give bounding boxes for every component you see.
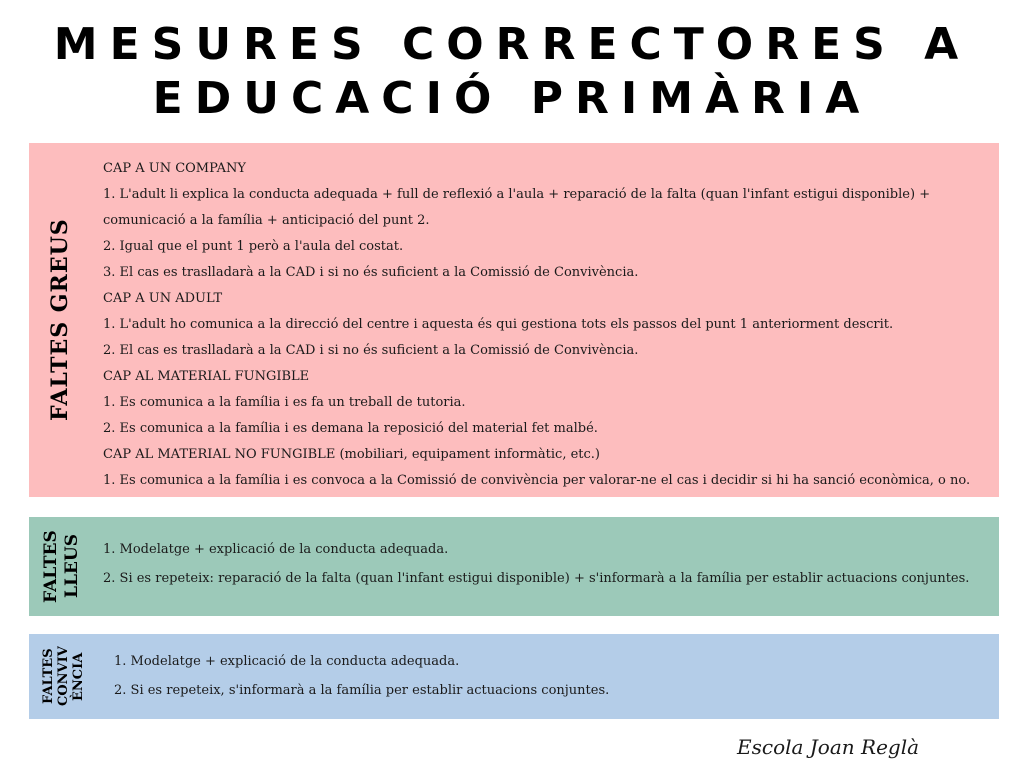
title-line-2: EDUCACIÓ PRIMÀRIA	[152, 73, 872, 124]
conv-label-line-1: FALTES	[41, 648, 56, 705]
conv-label-line-2: CONVIV	[56, 646, 71, 707]
faltes-greus-list	[103, 156, 970, 494]
page-title	[0, 18, 1024, 126]
faltes-lleus-label	[41, 517, 85, 616]
greus-line: 2. El cas es traslladarà a la CAD i si no és suficient a la Comissió de Convivència.	[103, 343, 639, 358]
faltes-lleus-list	[103, 535, 969, 593]
faltes-greus-panel	[29, 143, 999, 497]
lleus-line: 1. Modelatge + explicació de la conducta adequada.	[103, 542, 449, 557]
conv-label-line-3: ÈNCIA	[71, 652, 86, 701]
conv-line: 2. Si es repeteix, s'informarà a la família per establir actuacions conjuntes.	[114, 683, 610, 698]
lleus-label-line-1: FALTES	[41, 530, 61, 603]
greus-line: 2. Es comunica a la família i es demana la reposició del material fet malbé.	[103, 421, 598, 436]
greus-line: comunicació a la família + anticipació del punt 2.	[103, 213, 430, 228]
conv-line: 1. Modelatge + explicació de la conducta adequada.	[114, 654, 460, 669]
greus-line: CAP AL MATERIAL FUNGIBLE	[103, 369, 310, 384]
greus-line: 1. L'adult li explica la conducta adequada + full de reflexió a l'aula + reparació de la falta (quan l'infant estigui disponible) +	[103, 187, 931, 202]
lleus-label-line-2: LLEUS	[62, 534, 82, 599]
greus-line: CAP A UN COMPANY	[103, 161, 247, 176]
lleus-line: 2. Si es repeteix: reparació de la falta (quan l'infant estigui disponible) + s'informarà a la família per establir actuacions conjuntes.	[103, 571, 970, 586]
greus-line: CAP AL MATERIAL NO FUNGIBLE (mobiliari, equipament informàtic, etc.)	[103, 447, 601, 462]
faltes-convivencia-panel	[29, 634, 999, 719]
title-line-1: MESURES CORRECTORES A	[53, 19, 971, 70]
faltes-lleus-panel	[29, 517, 999, 616]
school-name: Escola Joan Reglà	[737, 735, 920, 759]
greus-line: 2. Igual que el punt 1 però a l'aula del costat.	[103, 239, 404, 254]
greus-line: 1. L'adult ho comunica a la direcció del centre i aquesta és qui gestiona tots els passos del punt 1 anteriorment descrit.	[103, 317, 894, 332]
greus-line: 1. Es comunica a la família i es convoca a la Comissió de convivència per valorar-ne el cas i decidir si hi ha sanció econòmica, o no.	[103, 473, 971, 488]
greus-line: 3. El cas es traslladarà a la CAD i si no és suficient a la Comissió de Convivència.	[103, 265, 639, 280]
greus-line: CAP A UN ADULT	[103, 291, 223, 306]
faltes-convivencia-list	[114, 647, 609, 705]
greus-line: 1. Es comunica a la família i es fa un treball de tutoria.	[103, 395, 466, 410]
faltes-greus-label: FALTES GREUS	[47, 218, 73, 422]
faltes-convivencia-label	[41, 634, 93, 719]
